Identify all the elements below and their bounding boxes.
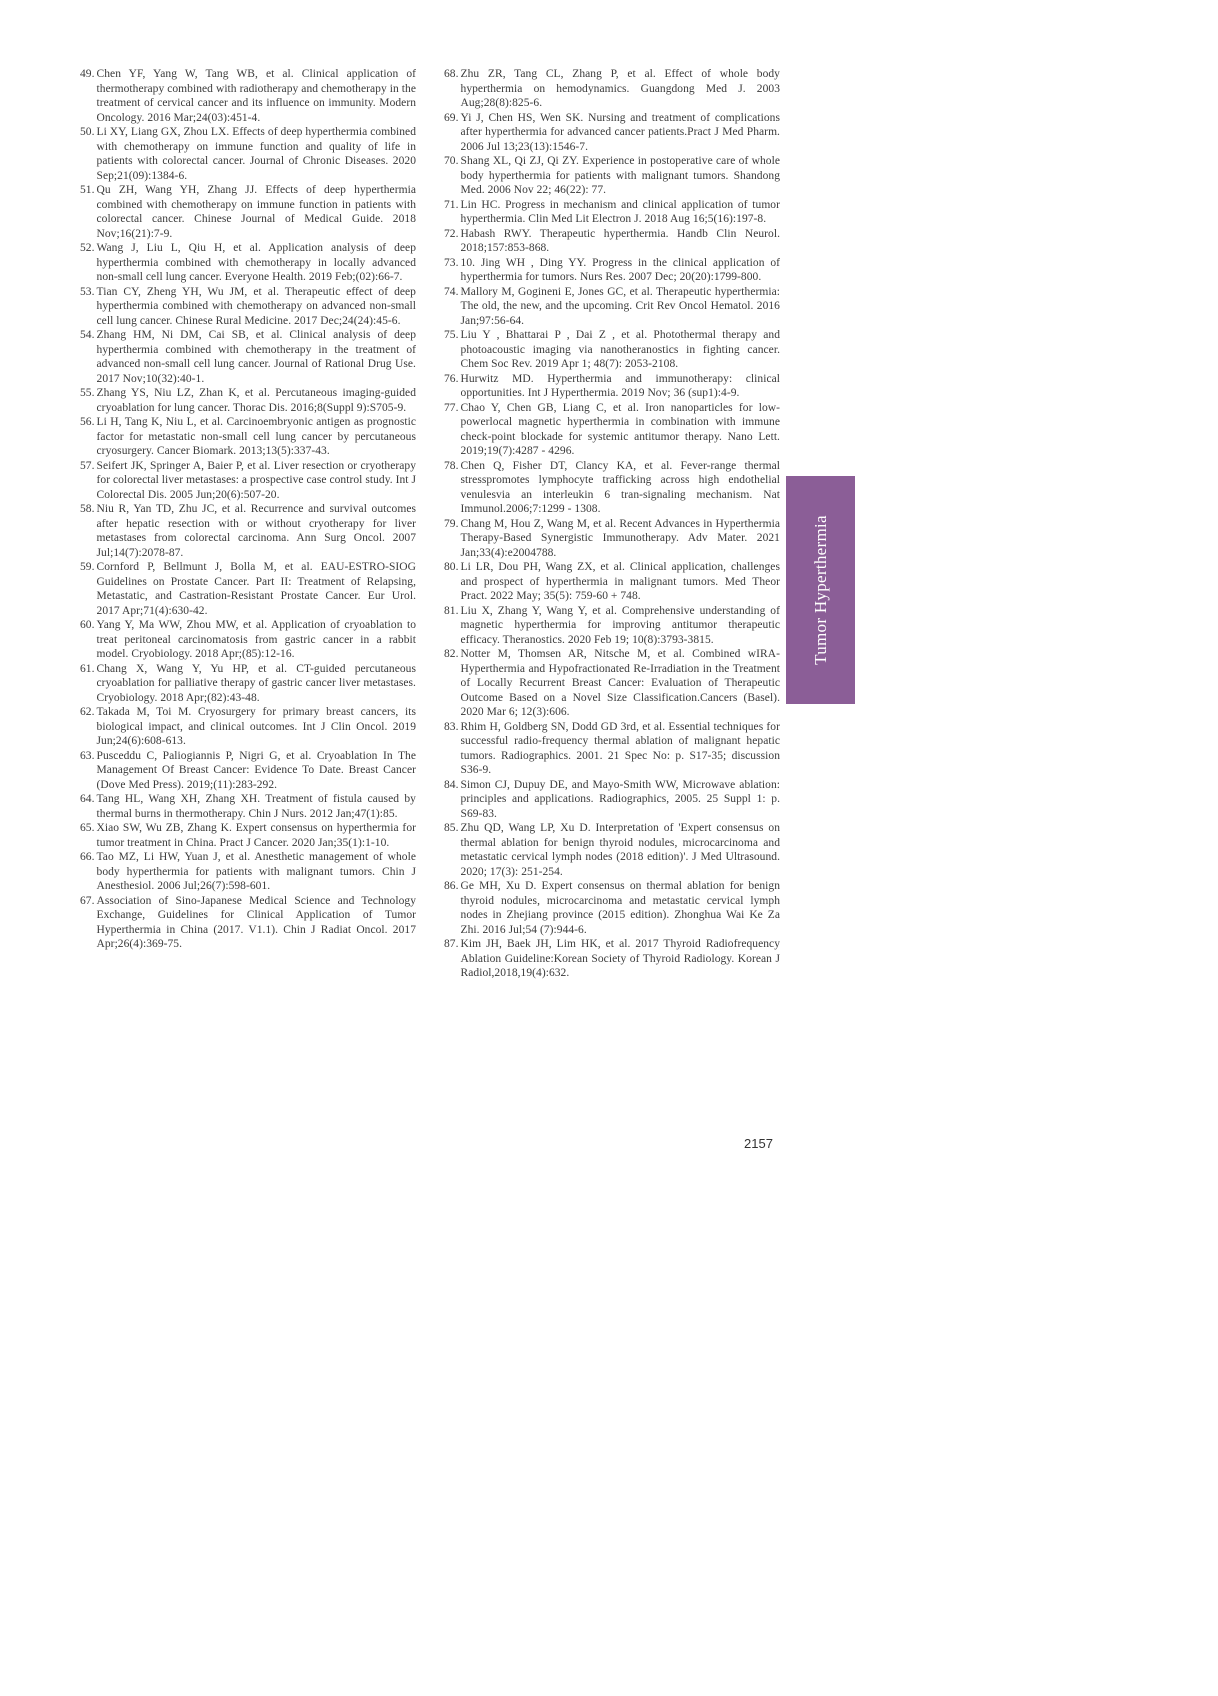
- reference-number: 51.: [80, 184, 95, 196]
- reference-number: 58.: [80, 503, 95, 515]
- reference-number: 80.: [444, 561, 459, 573]
- reference-entry: [80, 618, 416, 662]
- reference-text: Zhu ZR, Tang CL, Zhang P, et al. Effect of whole body hyperthermia on hemodynamics. Guangdong Med J. 2003 Aug;28(8):825-6.: [460, 68, 780, 109]
- reference-text: Niu R, Yan TD, Zhu JC, et al. Recurrence and survival outcomes after hepatic resection with or without cryotherapy for liver metastases from colorectal carcinoma. Ann Surg Oncol. 2007 Jul;14(7):2078-87.: [96, 503, 416, 559]
- reference-entry: [444, 720, 780, 778]
- reference-text: Association of Sino-Japanese Medical Science and Technology Exchange, Guidelines for Clinical Application of Tumor Hyperthermia in China (2017. V1.1). Chin J Radiat Oncol. 2017 Apr;26(4):369-75.: [96, 894, 416, 950]
- reference-entry: [444, 517, 780, 561]
- reference-number: 76.: [444, 372, 459, 385]
- reference-entry: [444, 560, 780, 604]
- reference-number: 72.: [444, 227, 459, 240]
- reference-text: Lin HC. Progress in mechanism and clinical application of tumor hyperthermia. Clin Med Lit Electron J. 2018 Aug 16;5(16):197-8.: [460, 198, 780, 225]
- reference-number: 69.: [444, 111, 459, 124]
- reference-entry: [444, 285, 780, 329]
- reference-number: 84.: [444, 778, 459, 791]
- reference-entry: [444, 227, 780, 256]
- reference-text: Zhang HM, Ni DM, Cai SB, et al. Clinical analysis of deep hyperthermia combined with chemotherapy in the treatment of advanced non-small cell lung cancer. Journal of Rational Drug Use. 2017 Nov;10(32):40-1.: [96, 329, 416, 385]
- reference-number: 81.: [444, 604, 459, 617]
- reference-number: 70.: [444, 155, 459, 167]
- reference-number: 67.: [80, 894, 95, 907]
- reference-entry: [444, 821, 780, 879]
- reference-entry: [444, 778, 780, 822]
- reference-entry: [80, 328, 416, 386]
- reference-number: 59.: [80, 561, 95, 573]
- reference-number: 62.: [80, 706, 95, 718]
- reference-text: Tang HL, Wang XH, Zhang XH. Treatment of fistula caused by thermal burns in thermotherapy. Chin J Nurs. 2012 Jan;47(1):85.: [96, 793, 416, 820]
- reference-number: 87.: [444, 938, 459, 950]
- reference-text: Ge MH, Xu D. Expert consensus on thermal ablation for benign thyroid nodules, microcarcinoma and metastatic cervical lymph nodes in Zhejiang province (2015 edition). Zhonghua Wai Ke Za Zhi. 2016 Jul;54 (7):944-6.: [460, 880, 780, 936]
- page-number: 2157: [744, 1136, 773, 1151]
- reference-number: 66.: [80, 851, 95, 863]
- reference-number: 71.: [444, 198, 459, 211]
- reference-entry: [444, 647, 780, 720]
- reference-text: Chang M, Hou Z, Wang M, et al. Recent Advances in Hyperthermia Therapy-Based Synergistic Immunotherapy. Adv Mater. 2021 Jan;33(4):e2004788.: [460, 517, 780, 559]
- reference-list-left: [80, 67, 416, 952]
- reference-entry: [80, 821, 416, 850]
- reference-entry: [444, 198, 780, 227]
- reference-text: Zhang YS, Niu LZ, Zhan K, et al. Percutaneous imaging-guided cryoablation for lung cancer. Thorac Dis. 2016;8(Suppl 9):S705-9.: [96, 387, 416, 414]
- reference-entry: [444, 328, 780, 372]
- reference-number: 55.: [80, 387, 95, 399]
- reference-number: 83.: [444, 720, 459, 733]
- reference-entry: [80, 285, 416, 329]
- reference-text: Chang X, Wang Y, Yu HP, et al. CT-guided percutaneous cryoablation for palliative therapy of gastric cancer liver metastases. Cryobiology. 2018 Apr;(82):43-48.: [96, 662, 416, 704]
- reference-entry: [80, 415, 416, 459]
- reference-entry: [444, 937, 780, 981]
- reference-number: 61.: [80, 662, 95, 675]
- reference-text: Li XY, Liang GX, Zhou LX. Effects of deep hyperthermia combined with chemotherapy on immune function and quality of life in patients with colorectal cancer. Journal of Chronic Diseases. 2020 Sep;21(09):1384-6.: [96, 126, 416, 182]
- reference-number: 53.: [80, 285, 95, 298]
- reference-entry: [444, 67, 780, 111]
- reference-text: Chao Y, Chen GB, Liang C, et al. Iron nanoparticles for low-powerlocal magnetic hyperthermia in combination with immune check-point blockade for systemic antitumor therapy. Nano Lett. 2019;19(7):4287 - 4296.: [460, 401, 780, 457]
- reference-number: 54.: [80, 329, 95, 341]
- reference-number: 77.: [444, 401, 459, 414]
- reference-entry: [80, 125, 416, 183]
- reference-text: Rhim H, Goldberg SN, Dodd GD 3rd, et al. Essential techniques for successful radio-frequency thermal ablation of malignant hepatic tumors. Radiographics. 2001. 21 Spec No: p. S17-35; discussion S36-9.: [460, 720, 780, 776]
- reference-text: Xiao SW, Wu ZB, Zhang K. Expert consensus on hyperthermia for tumor treatment in China. Pract J Cancer. 2020 Jan;35(1):1-10.: [96, 822, 416, 849]
- reference-text: 10. Jing WH , Ding YY. Progress in the clinical application of hyperthermia for tumors. Nurs Res. 2007 Dec; 20(20):1799-800.: [460, 256, 780, 283]
- reference-number: 82.: [444, 648, 459, 660]
- reference-entry: [80, 749, 416, 793]
- reference-text: Tian CY, Zheng YH, Wu JM, et al. Therapeutic effect of deep hyperthermia combined with chemotherapy on advanced non-small cell lung cancer. Chinese Rural Medicine. 2017 Dec;24(24):45-6.: [96, 285, 416, 327]
- reference-text: Liu X, Zhang Y, Wang Y, et al. Comprehensive understanding of magnetic hyperthermia for improving antitumor therapeutic efficacy. Theranostics. 2020 Feb 19; 10(8):3793-3815.: [460, 604, 780, 646]
- reference-number: 49.: [80, 68, 95, 80]
- reference-number: 74.: [444, 285, 459, 298]
- reference-entry: [80, 502, 416, 560]
- reference-text: Qu ZH, Wang YH, Zhang JJ. Effects of deep hyperthermia combined with chemotherapy on immune function in patients with colorectal cancer. Chinese Journal of Medical Guide. 2018 Nov;16(21):7-9.: [96, 184, 416, 240]
- reference-number: 50.: [80, 126, 95, 138]
- reference-number: 60.: [80, 619, 95, 631]
- reference-text: Shang XL, Qi ZJ, Qi ZY. Experience in postoperative care of whole body hyperthermia for patients with malignant tumors. Shandong Med. 2006 Nov 22; 46(22): 77.: [460, 155, 780, 196]
- reference-entry: [444, 256, 780, 285]
- reference-number: 65.: [80, 822, 95, 834]
- reference-text: Hurwitz MD. Hyperthermia and immunotherapy: clinical opportunities. Int J Hyperthermia. 2019 Nov; 36 (sup1):4-9.: [460, 372, 780, 399]
- reference-text: Seifert JK, Springer A, Baier P, et al. Liver resection or cryotherapy for colorectal liver metastases: a prospective case control study. Int J Colorectal Dis. 2005 Jun;20(6):507-20.: [96, 459, 416, 501]
- reference-text: Kim JH, Baek JH, Lim HK, et al. 2017 Thyroid Radiofrequency Ablation Guideline:Korean Society of Thyroid Radiology. Korean J Radiol,2018,19(4):632.: [460, 938, 780, 979]
- reference-entry: [444, 154, 780, 198]
- reference-text: Mallory M, Gogineni E, Jones GC, et al. Therapeutic hyperthermia: The old, the new, and the upcoming. Crit Rev Oncol Hematol. 2016 Jan;97:56-64.: [460, 285, 780, 327]
- reference-entry: [80, 850, 416, 894]
- reference-number: 79.: [444, 517, 459, 530]
- reference-number: 73.: [444, 256, 459, 269]
- reference-text: Chen YF, Yang W, Tang WB, et al. Clinical application of thermotherapy combined with radiotherapy and chemotherapy in the treatment of cervical cancer and its influence on immunity. Modern Oncology. 2016 Mar;24(03):451-4.: [96, 68, 416, 124]
- reference-entry: [80, 662, 416, 706]
- reference-text: Cornford P, Bellmunt J, Bolla M, et al. EAU-ESTRO-SIOG Guidelines on Prostate Cancer. Part II: Treatment of Relapsing, Metastatic, and Castration-Resistant Prostate Cancer. Eur Urol. 2017 Apr;71(4):630-42.: [96, 561, 416, 617]
- reference-text: Simon CJ, Dupuy DE, and Mayo-Smith WW, Microwave ablation: principles and applications. Radiographics, 2005. 25 Suppl 1: p. S69-83.: [460, 778, 780, 820]
- reference-entry: [444, 111, 780, 155]
- reference-text: Li H, Tang K, Niu L, et al. Carcinoembryonic antigen as prognostic factor for metastatic non-small cell lung cancer by percutaneous cryosurgery. Cancer Biomark. 2013;13(5):337-43.: [96, 416, 416, 457]
- reference-number: 68.: [444, 68, 459, 80]
- reference-text: Notter M, Thomsen AR, Nitsche M, et al. Combined wIRA-Hyperthermia and Hypofractionated Re-Irradiation in the Treatment of Locally Recurrent Breast Cancer: Evaluation of Therapeutic Outcome Based on a Novel Size Classification.Cancers (Basel). 2020 Mar 6; 12(3):606.: [460, 648, 780, 718]
- reference-text: Habash RWY. Therapeutic hyperthermia. Handb Clin Neurol. 2018;157:853-868.: [460, 227, 780, 254]
- reference-number: 57.: [80, 459, 95, 472]
- reference-number: 75.: [444, 329, 459, 341]
- side-tab-label: Tumor Hyperthermia: [810, 515, 830, 665]
- reference-entry: [80, 386, 416, 415]
- reference-entry: [80, 894, 416, 952]
- reference-text: Takada M, Toi M. Cryosurgery for primary breast cancers, its biological impact, and clinical outcomes. Int J Clin Oncol. 2019 Jun;24(6):608-613.: [96, 706, 416, 747]
- reference-entry: [444, 879, 780, 937]
- reference-entry: [80, 560, 416, 618]
- reference-entry: [80, 183, 416, 241]
- reference-text: Pusceddu C, Paliogiannis P, Nigri G, et al. Cryoablation In The Management Of Breast Cancer: Evidence To Date. Breast Cancer (Dove Med Press). 2019;(11):283-292.: [96, 749, 416, 791]
- reference-text: Wang J, Liu L, Qiu H, et al. Application analysis of deep hyperthermia combined with chemotherapy in locally advanced non-small cell lung cancer. Everyone Health. 2019 Feb;(02):66-7.: [96, 242, 416, 283]
- reference-number: 56.: [80, 416, 95, 428]
- reference-entry: [444, 604, 780, 648]
- reference-entry: [444, 401, 780, 459]
- reference-entry: [80, 705, 416, 749]
- reference-number: 64.: [80, 793, 95, 805]
- reference-number: 85.: [444, 822, 459, 834]
- reference-entry: [80, 67, 416, 125]
- reference-number: 86.: [444, 880, 459, 892]
- reference-text: Yi J, Chen HS, Wen SK. Nursing and treatment of complications after hyperthermia for advanced cancer patients.Pract J Med Pharm. 2006 Jul 13;23(13):1546-7.: [460, 111, 780, 153]
- reference-entry: [444, 372, 780, 401]
- reference-entry: [444, 459, 780, 517]
- reference-entry: [80, 792, 416, 821]
- reference-number: 63.: [80, 749, 95, 762]
- reference-text: Zhu QD, Wang LP, Xu D. Interpretation of 'Expert consensus on thermal ablation for benign thyroid nodules, microcarcinoma and metastatic cervical lymph nodes (2018 edition)'. J Med Ultrasound. 2020; 17(3): 251-254.: [460, 822, 780, 878]
- reference-text: Tao MZ, Li HW, Yuan J, et al. Anesthetic management of whole body hyperthermia for patients with malignant tumors. Chin J Anesthesiol. 2006 Jul;26(7):598-601.: [96, 851, 416, 892]
- reference-entry: [80, 241, 416, 285]
- reference-text: Yang Y, Ma WW, Zhou MW, et al. Application of cryoablation to treat peritoneal carcinomatosis from gastric cancer in a rabbit model. Cryobiology. 2018 Apr;(85):12-16.: [96, 619, 416, 660]
- reference-text: Chen Q, Fisher DT, Clancy KA, et al. Fever-range thermal stresspromotes lymphocyte trafficking across high endothelial venulesvia an interleukin 6 tran-signaling mechanism. Nat Immunol.2006;7:1299 - 1308.: [460, 459, 780, 515]
- section-side-tab: [786, 476, 855, 704]
- reference-entry: [80, 459, 416, 503]
- reference-text: Liu Y , Bhattarai P , Dai Z , et al. Photothermal therapy and photoacoustic imaging via nanotheranostics in fighting cancer. Chem Soc Rev. 2019 Apr 1; 48(7): 2053-2108.: [460, 329, 780, 370]
- reference-list-right: [444, 67, 780, 981]
- reference-number: 52.: [80, 242, 95, 254]
- reference-text: Li LR, Dou PH, Wang ZX, et al. Clinical application, challenges and prospect of hyperthermia in malignant tumors. Med Theor Pract. 2022 May; 35(5): 759-60 + 748.: [460, 561, 780, 602]
- reference-number: 78.: [444, 459, 459, 472]
